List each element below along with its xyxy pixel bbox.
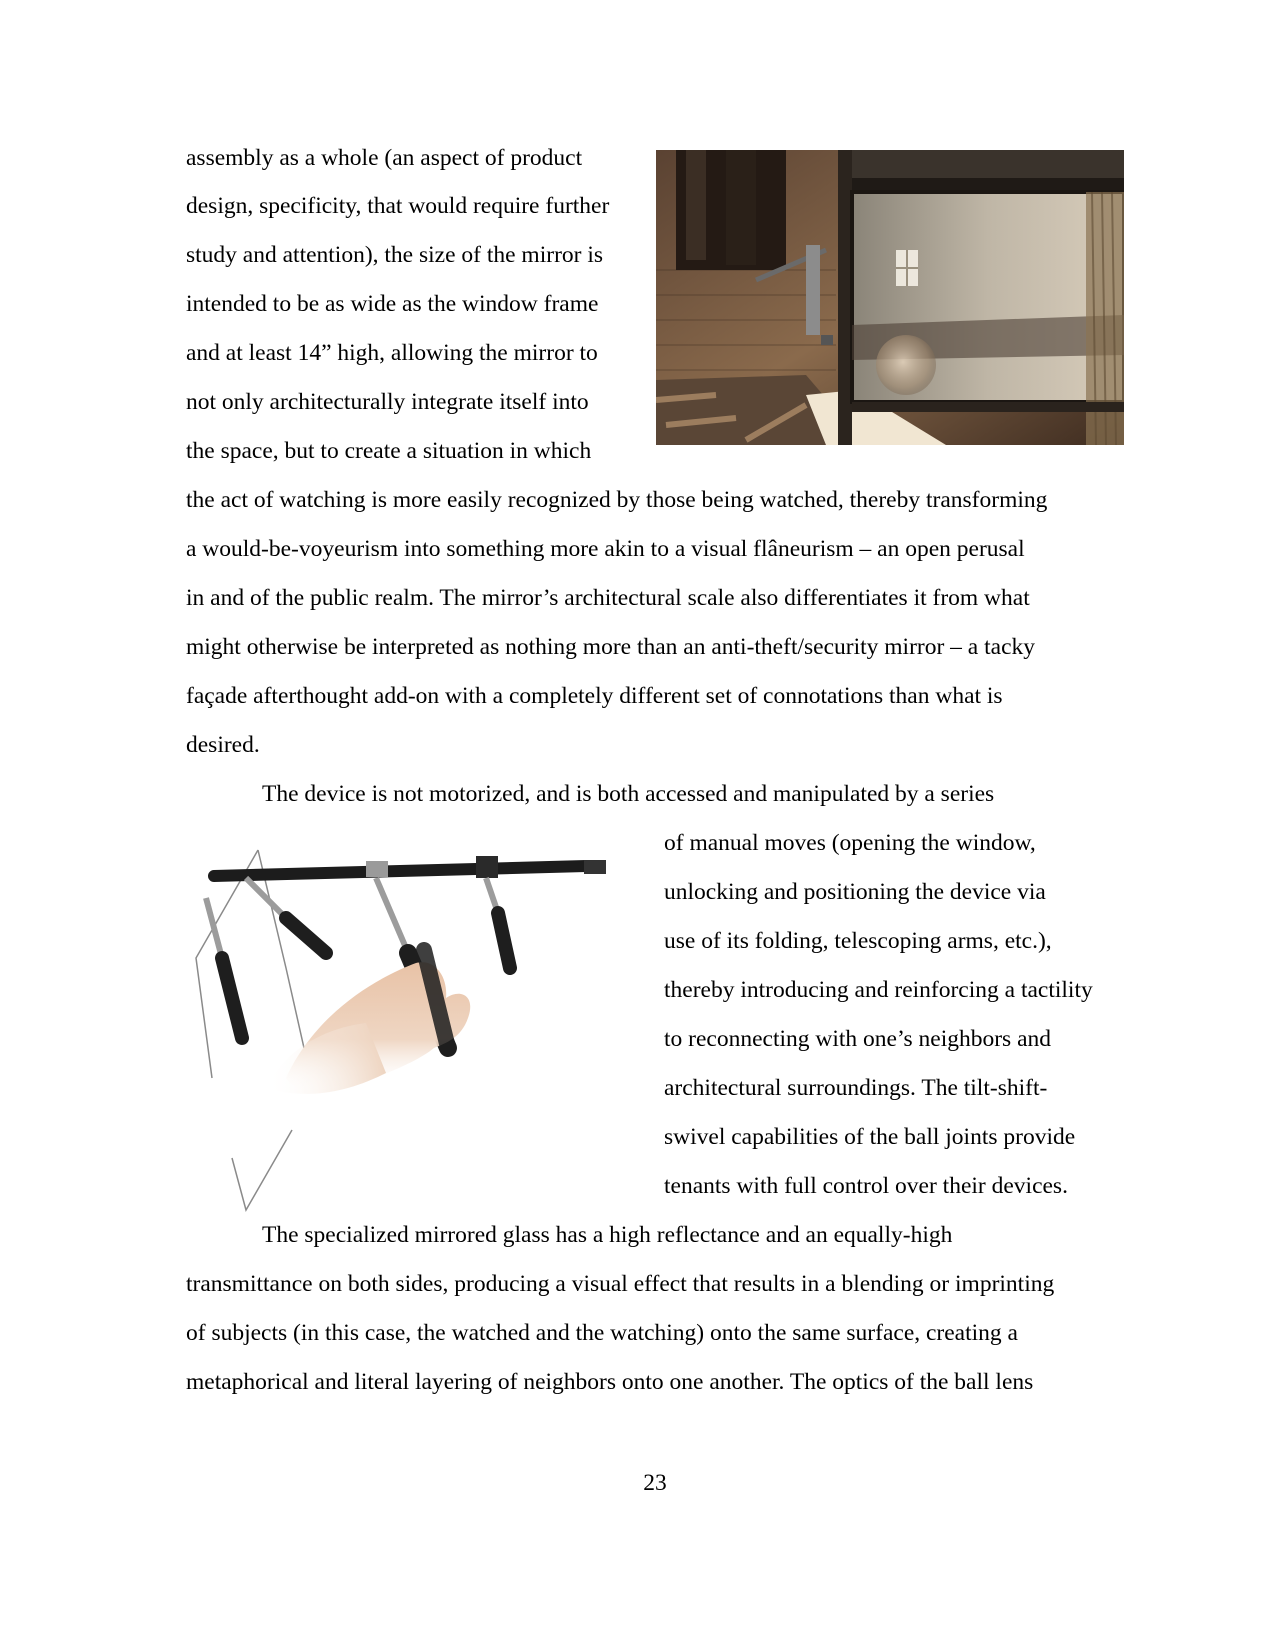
text-line: thereby introducing and reinforcing a tactility bbox=[664, 977, 1093, 1003]
paragraph-start-line: The device is not motorized, and is both accessed and manipulated by a series bbox=[262, 781, 995, 807]
text-line: of subjects (in this case, the watched and the watching) onto the same surface, creating a bbox=[186, 1320, 1018, 1346]
page-number: 23 bbox=[643, 1470, 667, 1496]
text-line: in and of the public realm. The mirror’s architectural scale also differentiates it from what bbox=[186, 585, 1030, 611]
text-line: intended to be as wide as the window frame bbox=[186, 291, 599, 317]
text-line: assembly as a whole (an aspect of product bbox=[186, 145, 583, 171]
text-line: façade afterthought add-on with a completely different set of connotations than what is bbox=[186, 683, 1003, 709]
text-line: desired. bbox=[186, 732, 260, 758]
text-line: to reconnecting with one’s neighbors and bbox=[664, 1026, 1052, 1052]
text-line: not only architecturally integrate itself into bbox=[186, 389, 589, 415]
text-line: study and attention), the size of the mirror is bbox=[186, 242, 604, 268]
text-line: the space, but to create a situation in which bbox=[186, 438, 592, 464]
text-line: transmittance on both sides, producing a visual effect that results in a blending or imprinting bbox=[186, 1271, 1055, 1297]
text-line: design, specificity, that would require further bbox=[186, 193, 610, 219]
text-line: and at least 14” high, allowing the mirror to bbox=[186, 340, 598, 366]
hand-held-device-photo bbox=[186, 838, 656, 1218]
text-line: might otherwise be interpreted as nothing more than an anti-theft/security mirror – a tacky bbox=[186, 634, 1035, 660]
text-line: of manual moves (opening the window, bbox=[664, 830, 1036, 856]
paragraph-start-line: The specialized mirrored glass has a high reflectance and an equally-high bbox=[262, 1222, 953, 1248]
text-line: the act of watching is more easily recognized by those being watched, thereby transforming bbox=[186, 487, 1048, 513]
text-line: tenants with full control over their devices. bbox=[664, 1173, 1068, 1199]
text-line: swivel capabilities of the ball joints provide bbox=[664, 1124, 1076, 1150]
text-line: unlocking and positioning the device via bbox=[664, 879, 1046, 905]
text-line: metaphorical and literal layering of neighbors onto one another. The optics of the ball lens bbox=[186, 1369, 1034, 1395]
text-line: use of its folding, telescoping arms, etc.), bbox=[664, 928, 1052, 954]
window-mirror-photo bbox=[656, 150, 1124, 445]
text-line: a would-be-voyeurism into something more akin to a visual flâneurism – an open perusal bbox=[186, 536, 1025, 562]
text-line: architectural surroundings. The tilt-shift- bbox=[664, 1075, 1048, 1101]
